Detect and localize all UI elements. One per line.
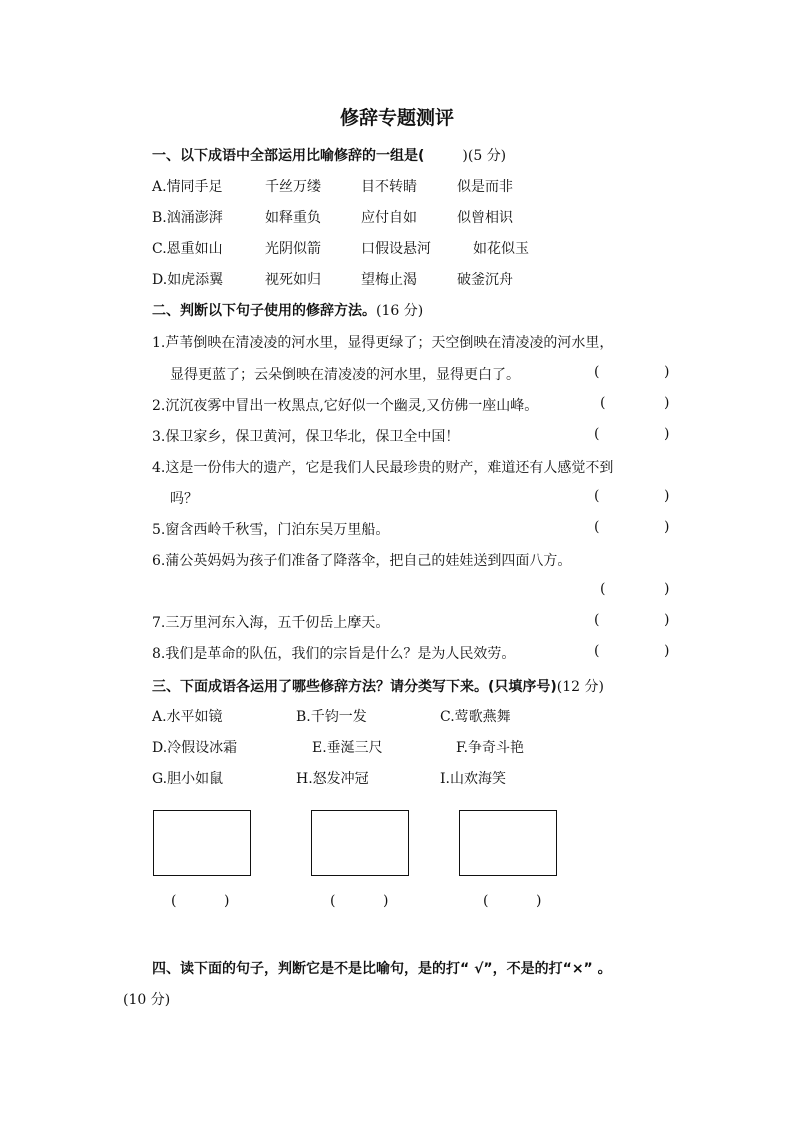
s3-option: B.千钧一发: [296, 709, 367, 725]
s2-question-4-cont: 吗？: [170, 491, 198, 507]
s2-question-1-cont: 显得更蓝了；云朵倒映在清凌凌的河水里，显得更白了。: [170, 367, 520, 383]
s2-question-8: 8.我们是革命的队伍，我们的宗旨是什么？是为人民效劳。: [152, 646, 516, 662]
answer-paren-open[interactable]: (: [594, 612, 600, 628]
s1-option-c: C.恩重如山: [152, 241, 223, 257]
s3-option: A.水平如镜: [152, 709, 223, 725]
section-4-score: (10 分): [123, 992, 171, 1008]
answer-box-2[interactable]: [311, 810, 409, 876]
answer-paren-open[interactable]: (: [594, 488, 600, 504]
section-2-heading-text: 二、判断以下句子使用的修辞方法。: [152, 303, 376, 319]
s3-option: H.怒发冲冠: [296, 771, 369, 787]
s1-option-b-item: 如释重负: [265, 210, 321, 226]
box-label-paren-open[interactable]: (: [483, 893, 489, 909]
section-2-heading: [152, 300, 423, 320]
s1-option-d-item: 望梅止渴: [361, 272, 417, 288]
s1-option-a-item: 似是而非: [457, 179, 513, 195]
answer-paren-close: ): [664, 426, 670, 442]
box-label-paren-open[interactable]: (: [171, 893, 177, 909]
s2-question-5: 5.窗含西岭千秋雪，门泊东吴万里船。: [152, 522, 390, 538]
section-2-score: (16 分): [376, 303, 424, 319]
box-label-paren-open[interactable]: (: [330, 893, 336, 909]
s1-option-d-item: 视死如归: [265, 272, 321, 288]
s1-option-a: A.情同手足: [152, 179, 223, 195]
section-1-score: )(5 分): [462, 148, 507, 164]
s3-option: I.山欢海笑: [440, 771, 506, 787]
s2-question-7: 7.三万里河东入海，五千仞岳上摩天。: [152, 615, 390, 631]
s1-option-c-item: 如花似玉: [473, 241, 529, 257]
answer-paren-close: ): [664, 395, 670, 411]
answer-paren-open[interactable]: (: [594, 364, 600, 380]
answer-paren-close: ): [664, 581, 670, 597]
s2-question-6: 6.蒲公英妈妈为孩子们准备了降落伞，把自己的娃娃送到四面八方。: [152, 553, 572, 569]
s1-option-a-item: 目不转睛: [361, 179, 417, 195]
section-3-heading: [152, 676, 604, 696]
s2-question-3: 3.保卫家乡，保卫黄河，保卫华北，保卫全中国！: [152, 429, 460, 445]
answer-paren-close: ): [664, 488, 670, 504]
answer-paren-open[interactable]: (: [594, 519, 600, 535]
s1-option-a-item: 千丝万缕: [265, 179, 321, 195]
s1-option-c-item: 光阴似箭: [265, 241, 321, 257]
s2-question-1: 1.芦苇倒映在清凌凌的河水里，显得更绿了；天空倒映在清凌凌的河水里，: [152, 335, 614, 351]
s1-option-b: B.汹涌澎湃: [152, 210, 223, 226]
answer-paren-close: ): [664, 612, 670, 628]
answer-paren-close: ): [664, 519, 670, 535]
box-label-paren-close: ): [224, 893, 230, 909]
answer-paren-open[interactable]: (: [600, 581, 606, 597]
s2-question-4: 4.这是一份伟大的遗产，它是我们人民最珍贵的财产，难道还有人感觉不到: [152, 460, 614, 476]
s3-option: C.莺歌燕舞: [440, 709, 511, 725]
section-1-heading-text: 一、以下成语中全部运用比喻修辞的一组是(: [152, 148, 425, 164]
answer-paren-open[interactable]: (: [594, 643, 600, 659]
page-title: 修辞专题测评: [339, 107, 454, 129]
s2-question-2: 2.沉沉夜雾中冒出一枚黑点,它好似一个幽灵,又仿佛一座山峰。: [152, 398, 539, 414]
answer-paren-open[interactable]: (: [600, 395, 606, 411]
answer-box-3[interactable]: [459, 810, 557, 876]
s1-option-d-item: 破釜沉舟: [457, 272, 513, 288]
s1-option-c-item: 口假设悬河: [361, 241, 431, 257]
s3-option: D.冷假设冰霜: [152, 740, 238, 756]
s3-option: G.胆小如鼠: [152, 771, 224, 787]
section-3-heading-text: 三、下面成语各运用了哪些修辞方法？请分类写下来。(只填序号): [152, 679, 557, 695]
answer-paren-close: ): [664, 643, 670, 659]
box-label-paren-close: ): [383, 893, 389, 909]
answer-box-1[interactable]: [153, 810, 251, 876]
section-1-heading: [152, 145, 506, 165]
s1-option-b-item: 应付自如: [361, 210, 417, 226]
answer-paren-close: ): [664, 364, 670, 380]
s3-option: F.争奇斗艳: [456, 740, 524, 756]
s1-option-b-item: 似曾相识: [457, 210, 513, 226]
section-4-heading: 四、读下面的句子，判断它是不是比喻句，是的打“ √”，不是的打“×” 。: [152, 961, 612, 977]
section-3-score: (12 分): [556, 679, 604, 695]
s1-option-d: D.如虎添翼: [152, 272, 224, 288]
s3-option: E.垂涎三尺: [312, 740, 383, 756]
box-label-paren-close: ): [536, 893, 542, 909]
answer-paren-open[interactable]: (: [594, 426, 600, 442]
